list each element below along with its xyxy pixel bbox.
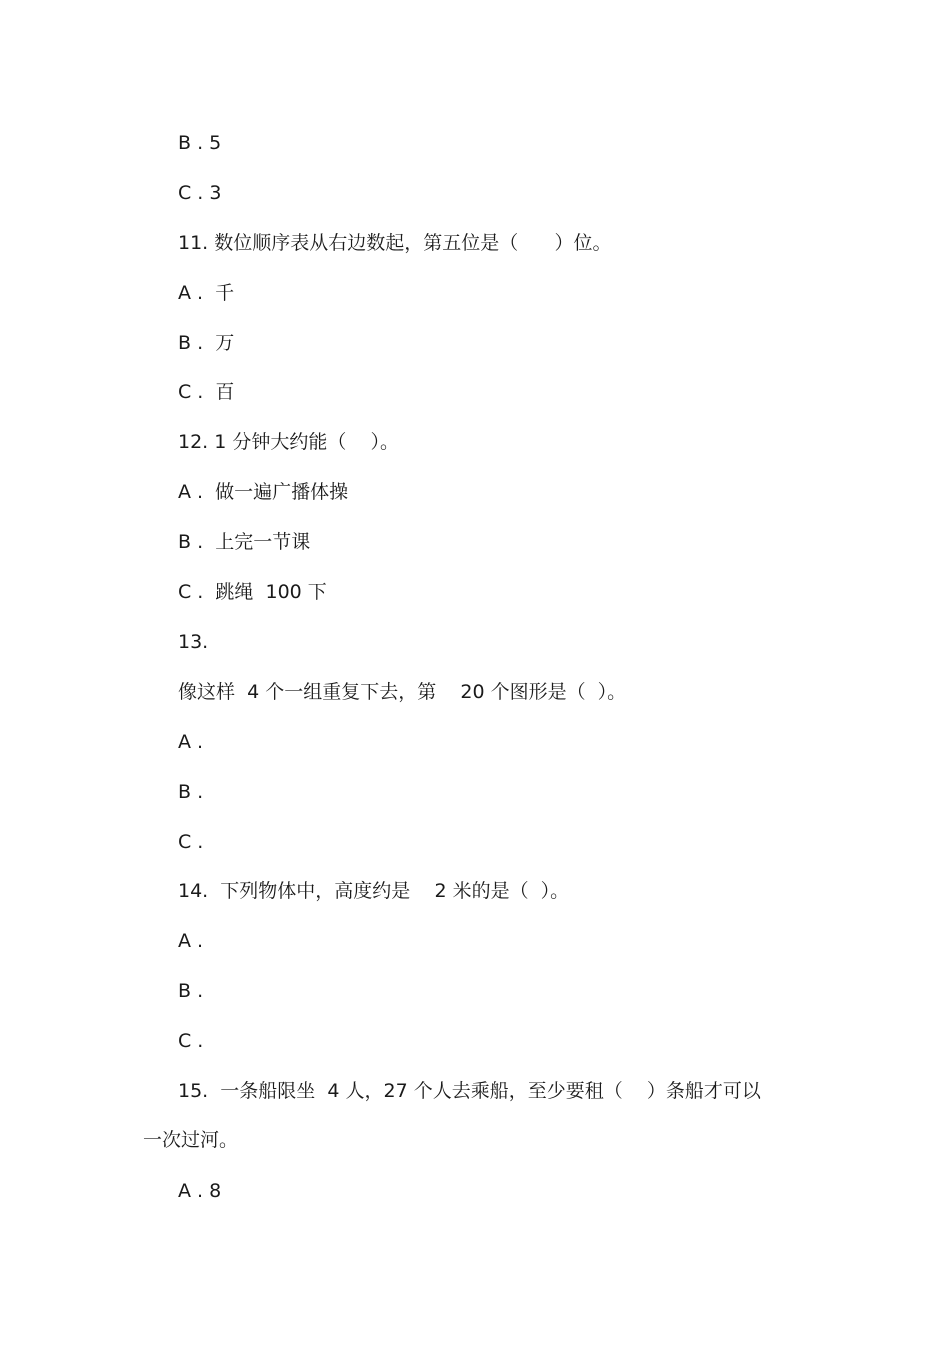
option-c-10: C . 3 xyxy=(178,182,222,204)
question-14: 14. 下列物体中，高度约是 2 米的是（ ）。 xyxy=(178,880,570,902)
question-13-text: 像这样 4 个一组重复下去，第 20 个图形是（ ）。 xyxy=(178,681,627,703)
option-c-11: C . 百 xyxy=(178,381,235,403)
option-c-13: C . xyxy=(178,831,204,853)
option-a-13: A . xyxy=(178,731,204,753)
option-b-14: B . xyxy=(178,980,204,1002)
option-a-11: A . 千 xyxy=(178,282,235,304)
option-b-12: B . 上完一节课 xyxy=(178,531,311,553)
question-11: 11. 数位顺序表从右边数起，第五位是（ ）位。 xyxy=(178,232,612,254)
question-15: 15. 一条船限坐 4 人，27 个人去乘船，至少要租（ ）条船才可以 xyxy=(178,1080,761,1102)
option-b-13: B . xyxy=(178,781,204,803)
question-13-number: 13. xyxy=(178,631,209,653)
option-b-10: B . 5 xyxy=(178,132,222,154)
option-a-14: A . xyxy=(178,930,204,952)
option-b-11: B . 万 xyxy=(178,332,235,354)
option-c-14: C . xyxy=(178,1030,204,1052)
question-12: 12. 1 分钟大约能（ ）。 xyxy=(178,431,400,453)
option-a-12: A . 做一遍广播体操 xyxy=(178,481,349,503)
option-a-15: A . 8 xyxy=(178,1180,222,1202)
option-c-12: C . 跳绳 100 下 xyxy=(178,581,327,603)
question-15-continuation: 一次过河。 xyxy=(143,1129,239,1151)
